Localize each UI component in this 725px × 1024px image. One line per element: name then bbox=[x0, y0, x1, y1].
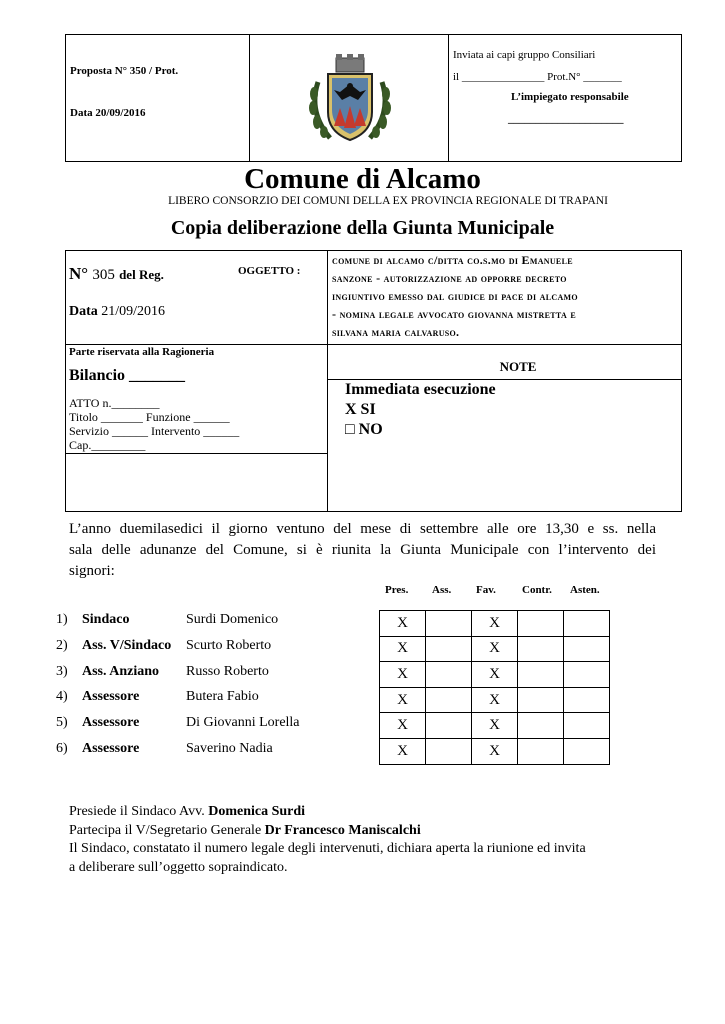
n-value: 305 bbox=[92, 267, 115, 283]
deliberazione-title: Copia deliberazione della Giunta Municipale bbox=[170, 217, 555, 239]
vote-cell-fav: X bbox=[472, 662, 518, 688]
oggetto-text bbox=[332, 251, 674, 341]
data-value: 21/09/2016 bbox=[101, 304, 166, 319]
vote-cell-pres: X bbox=[380, 713, 426, 739]
vote-row bbox=[380, 713, 610, 739]
vote-cell-pres: X bbox=[380, 738, 426, 764]
vote-header-contr: Contr. bbox=[522, 584, 552, 596]
segretario-name: Dr Francesco Maniscalchi bbox=[264, 822, 421, 838]
vote-cell-contr bbox=[518, 738, 564, 764]
vote-table bbox=[379, 610, 610, 765]
inviata-capi-gruppo: Inviata ai capi gruppo Consiliari bbox=[453, 49, 596, 61]
member-role: Ass. Anziano bbox=[82, 664, 160, 679]
proposta-number: Proposta N° 350 / Prot. bbox=[70, 65, 179, 77]
oggetto-line-3: ingiuntivo emesso dal giudice di pace di alcamo bbox=[332, 289, 578, 303]
vote-cell-fav: X bbox=[472, 611, 518, 637]
reg-label: del Reg. bbox=[119, 267, 164, 282]
oggetto-line-1: comune di alcamo c/ditta co.s.mo di Emanuele bbox=[332, 253, 573, 267]
member-num: 5) bbox=[56, 715, 68, 730]
vote-cell-asten bbox=[564, 687, 610, 713]
constatato-text: Il Sindaco, constatato il numero legale degli intervenuti, dichiara aperta la riunione ed invita bbox=[69, 841, 586, 856]
bilancio-label: Bilancio _______ bbox=[69, 367, 186, 384]
vote-cell-fav: X bbox=[472, 713, 518, 739]
vote-cell-ass bbox=[426, 713, 472, 739]
delibera-divider-h bbox=[65, 344, 682, 345]
vote-cell-pres: X bbox=[380, 636, 426, 662]
atto-line: ATTO n.________ bbox=[69, 396, 160, 410]
vote-cell-fav: X bbox=[472, 636, 518, 662]
vote-cell-pres: X bbox=[380, 687, 426, 713]
vote-row bbox=[380, 662, 610, 688]
vote-cell-ass bbox=[426, 738, 472, 764]
oggetto-line-5: silvana maria calvaruso. bbox=[332, 325, 460, 339]
vote-header-pres: Pres. bbox=[385, 584, 409, 596]
n-label: N° bbox=[69, 264, 89, 283]
vote-cell-contr bbox=[518, 662, 564, 688]
vote-cell-asten bbox=[564, 713, 610, 739]
vote-header-asten: Asten. bbox=[570, 584, 600, 596]
esecuzione-no: □ NO bbox=[345, 421, 383, 438]
vote-cell-asten bbox=[564, 611, 610, 637]
ragioneria-lines bbox=[69, 396, 239, 452]
member-name: Butera Fabio bbox=[186, 689, 259, 704]
titolo-funzione-line: Titolo _______ Funzione ______ bbox=[69, 410, 230, 424]
member-name: Russo Roberto bbox=[186, 664, 269, 679]
ragioneria-title: Parte riservata alla Ragioneria bbox=[69, 346, 215, 358]
delibera-date bbox=[69, 304, 165, 320]
constatato-line bbox=[69, 840, 586, 859]
vote-cell-pres: X bbox=[380, 662, 426, 688]
member-num: 4) bbox=[56, 689, 68, 704]
note-label: NOTE bbox=[499, 359, 537, 374]
member-num: 2) bbox=[56, 638, 68, 653]
oggetto-line-2: sanzone - autorizzazione ad opporre decreto bbox=[332, 271, 567, 285]
vote-cell-ass bbox=[426, 687, 472, 713]
impiegato-responsabile: L’impiegato responsabile bbox=[511, 91, 629, 103]
cap-line: Cap._________ bbox=[69, 438, 146, 452]
vote-cell-asten bbox=[564, 662, 610, 688]
intro-line-1: L’anno duemilasedici il giorno ventuno del mese di settembre alle ore 13,30 e ss. nella bbox=[69, 521, 656, 537]
member-name: Di Giovanni Lorella bbox=[186, 715, 300, 730]
vote-row bbox=[380, 611, 610, 637]
vote-cell-asten bbox=[564, 738, 610, 764]
member-num: 1) bbox=[56, 612, 68, 627]
vote-cell-contr bbox=[518, 611, 564, 637]
vote-header-ass: Ass. bbox=[432, 584, 452, 596]
intro-line-3: signori: bbox=[69, 563, 115, 579]
member-name: Surdi Domenico bbox=[186, 612, 279, 627]
member-num: 6) bbox=[56, 741, 68, 756]
vote-row bbox=[380, 636, 610, 662]
member-role: Sindaco bbox=[82, 612, 130, 627]
partecipa-prefix: Partecipa il V/Segretario Generale bbox=[69, 822, 265, 838]
coat-of-arms-emblem bbox=[300, 52, 400, 146]
presiede-name: Domenica Surdi bbox=[208, 804, 306, 819]
proposta-date: Data 20/09/2016 bbox=[70, 107, 146, 119]
vote-cell-fav: X bbox=[472, 687, 518, 713]
vote-row bbox=[380, 738, 610, 764]
vote-header-fav: Fav. bbox=[476, 584, 496, 596]
vote-cell-ass bbox=[426, 662, 472, 688]
vote-cell-fav: X bbox=[472, 738, 518, 764]
member-name: Scurto Roberto bbox=[186, 638, 272, 653]
member-role: Assessore bbox=[82, 689, 140, 704]
closing-paragraph bbox=[69, 803, 586, 877]
ragioneria-divider bbox=[65, 453, 327, 454]
signature-line: _____________________ bbox=[508, 113, 624, 125]
member-num: 3) bbox=[56, 664, 68, 679]
presiede-prefix: Presiede il Sindaco Avv. bbox=[69, 804, 209, 819]
comune-subtitle: LIBERO CONSORZIO DEI COMUNI DELLA EX PROVINCIA REGIONALE DI TRAPANI bbox=[168, 195, 608, 207]
header-divider-2 bbox=[448, 34, 449, 162]
servizio-intervento-line: Servizio ______ Intervento ______ bbox=[69, 424, 240, 438]
deliberare-text: a deliberare sull’oggetto sopraindicato. bbox=[69, 859, 288, 875]
presiede-line bbox=[69, 803, 586, 822]
oggetto-line-4: - nomina legale avvocato giovanna mistretta e bbox=[332, 307, 576, 321]
delibera-number-label bbox=[69, 264, 164, 284]
comune-title: Comune di Alcamo bbox=[244, 163, 481, 195]
member-name: Saverino Nadia bbox=[186, 741, 273, 756]
member-role: Assessore bbox=[82, 715, 140, 730]
deliberare-line bbox=[69, 859, 586, 878]
vote-cell-contr bbox=[518, 687, 564, 713]
vote-cell-asten bbox=[564, 636, 610, 662]
vote-row bbox=[380, 687, 610, 713]
header-divider-1 bbox=[249, 34, 250, 162]
inviata-il-prot-line: il _______________ Prot.N° _______ bbox=[453, 71, 622, 83]
vote-cell-ass bbox=[426, 611, 472, 637]
vote-cell-pres: X bbox=[380, 611, 426, 637]
vote-cell-contr bbox=[518, 713, 564, 739]
intro-line-2: sala delle adunanze del Comune, si è riunita la Giunta Municipale con l’intervento dei bbox=[69, 542, 656, 558]
vote-cell-contr bbox=[518, 636, 564, 662]
data-label: Data bbox=[69, 304, 98, 319]
oggetto-label: OGGETTO : bbox=[238, 265, 301, 277]
note-divider bbox=[327, 379, 682, 380]
delibera-divider-v bbox=[327, 250, 328, 512]
immediata-esecuzione: Immediata esecuzione bbox=[345, 381, 496, 398]
member-role: Ass. V/Sindaco bbox=[82, 638, 172, 653]
member-role: Assessore bbox=[82, 741, 140, 756]
vote-cell-ass bbox=[426, 636, 472, 662]
intro-paragraph bbox=[69, 519, 656, 582]
esecuzione-si: X SI bbox=[345, 401, 376, 418]
partecipa-line bbox=[69, 822, 586, 841]
